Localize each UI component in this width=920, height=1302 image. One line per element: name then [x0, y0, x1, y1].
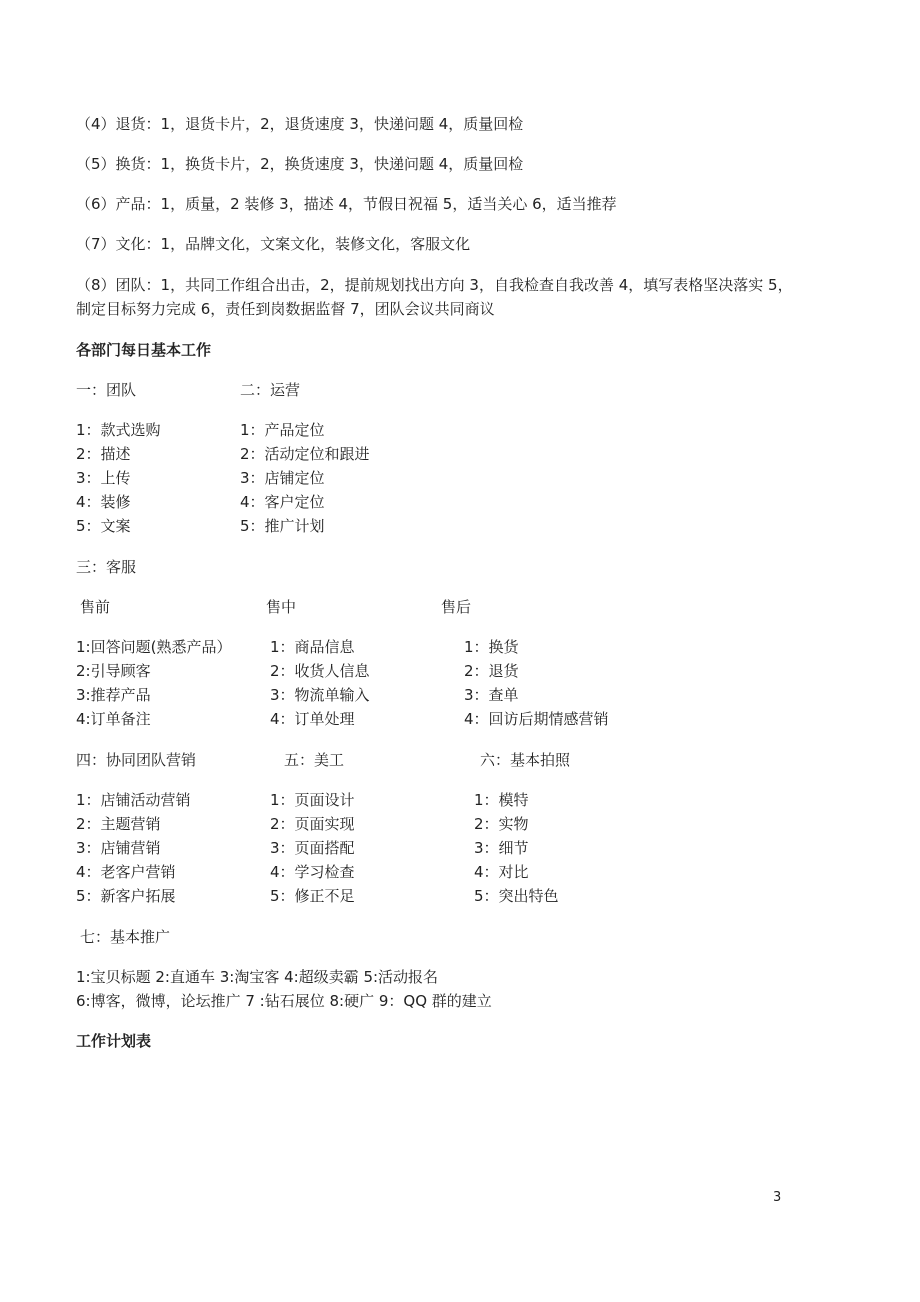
ops-item: 5：推广计划: [240, 517, 325, 535]
ops-item: 3：店铺定位: [240, 469, 325, 487]
team-item: 4：装修: [76, 493, 131, 511]
cs-title: 三：客服: [76, 558, 137, 576]
ops-item: 4：客户定位: [240, 493, 325, 511]
cs-post-item: 3：查单: [464, 686, 519, 704]
marketing-item: 4：老客户营销: [76, 863, 176, 881]
marketing-item: 3：店铺营销: [76, 839, 161, 857]
team-item: 5：文案: [76, 517, 131, 535]
marketing-item: 2：主题营销: [76, 815, 161, 833]
art-item: 3：页面搭配: [270, 839, 355, 857]
cs-mid-item: 1：商品信息: [270, 638, 355, 656]
photo-item: 5：突出特色: [474, 887, 559, 905]
intro-line-team-1: （8）团队：1，共同工作组合出击，2，提前规划找出方向 3，自我检查自我改善 4，填写表格坚决落实 5，: [76, 276, 793, 294]
art-item: 4：学习检查: [270, 863, 355, 881]
cs-post-item: 1：换货: [464, 638, 519, 656]
intro-line-team-2: 制定目标努力完成 6，责任到岗数据监督 7，团队会议共同商议: [76, 300, 495, 318]
promo-line: 6:博客，微博，论坛推广 7 :钻石展位 8:硬广 9：QQ 群的建立: [76, 992, 492, 1010]
promo-line: 1:宝贝标题 2:直通车 3:淘宝客 4:超级卖霸 5:活动报名: [76, 968, 439, 986]
cs-post-item: 2：退货: [464, 662, 519, 680]
ops-title: 二：运营: [240, 381, 301, 399]
cs-pre-item: 1:回答问题(熟悉产品）: [76, 638, 232, 656]
promo-title: 七：基本推广: [80, 928, 171, 946]
photo-item: 2：实物: [474, 815, 529, 833]
team-item: 3：上传: [76, 469, 131, 487]
team-item: 2：描述: [76, 445, 131, 463]
art-item: 2：页面实现: [270, 815, 355, 833]
art-title: 五：美工: [284, 751, 345, 769]
art-item: 5：修正不足: [270, 887, 355, 905]
ops-item: 1：产品定位: [240, 421, 325, 439]
cs-mid-item: 3：物流单输入: [270, 686, 370, 704]
heading-daily-work: 各部门每日基本工作: [76, 341, 212, 359]
photo-item: 3：细节: [474, 839, 529, 857]
cs-mid-title: 售中: [266, 598, 297, 616]
intro-line-return: （4）退货：1，退货卡片，2，退货速度 3，快递问题 4，质量回检: [76, 115, 524, 133]
marketing-title: 四：协同团队营销: [76, 751, 197, 769]
art-item: 1：页面设计: [270, 791, 355, 809]
cs-post-title: 售后: [441, 598, 472, 616]
cs-pre-item: 2:引导顾客: [76, 662, 151, 680]
team-title: 一：团队: [76, 381, 137, 399]
cs-pre-item: 4:订单备注: [76, 710, 151, 728]
cs-post-item: 4：回访后期情感营销: [464, 710, 609, 728]
cs-pre-item: 3:推荐产品: [76, 686, 151, 704]
ops-item: 2：活动定位和跟进: [240, 445, 370, 463]
page-number: 3: [773, 1190, 782, 1205]
cs-pre-title: 售前: [80, 598, 111, 616]
photo-title: 六：基本拍照: [480, 751, 571, 769]
intro-line-product: （6）产品：1，质量，2 装修 3，描述 4，节假日祝福 5，适当关心 6，适当推荐: [76, 195, 617, 213]
photo-item: 4：对比: [474, 863, 529, 881]
marketing-item: 5：新客户拓展: [76, 887, 176, 905]
photo-item: 1：模特: [474, 791, 529, 809]
intro-line-exchange: （5）换货：1，换货卡片，2，换货速度 3，快递问题 4，质量回检: [76, 155, 524, 173]
cs-mid-item: 4：订单处理: [270, 710, 355, 728]
intro-line-culture: （7）文化：1，品牌文化，文案文化，装修文化，客服文化: [76, 235, 471, 253]
cs-mid-item: 2：收货人信息: [270, 662, 370, 680]
marketing-item: 1：店铺活动营销: [76, 791, 191, 809]
heading-work-plan: 工作计划表: [76, 1032, 152, 1050]
team-item: 1：款式选购: [76, 421, 161, 439]
